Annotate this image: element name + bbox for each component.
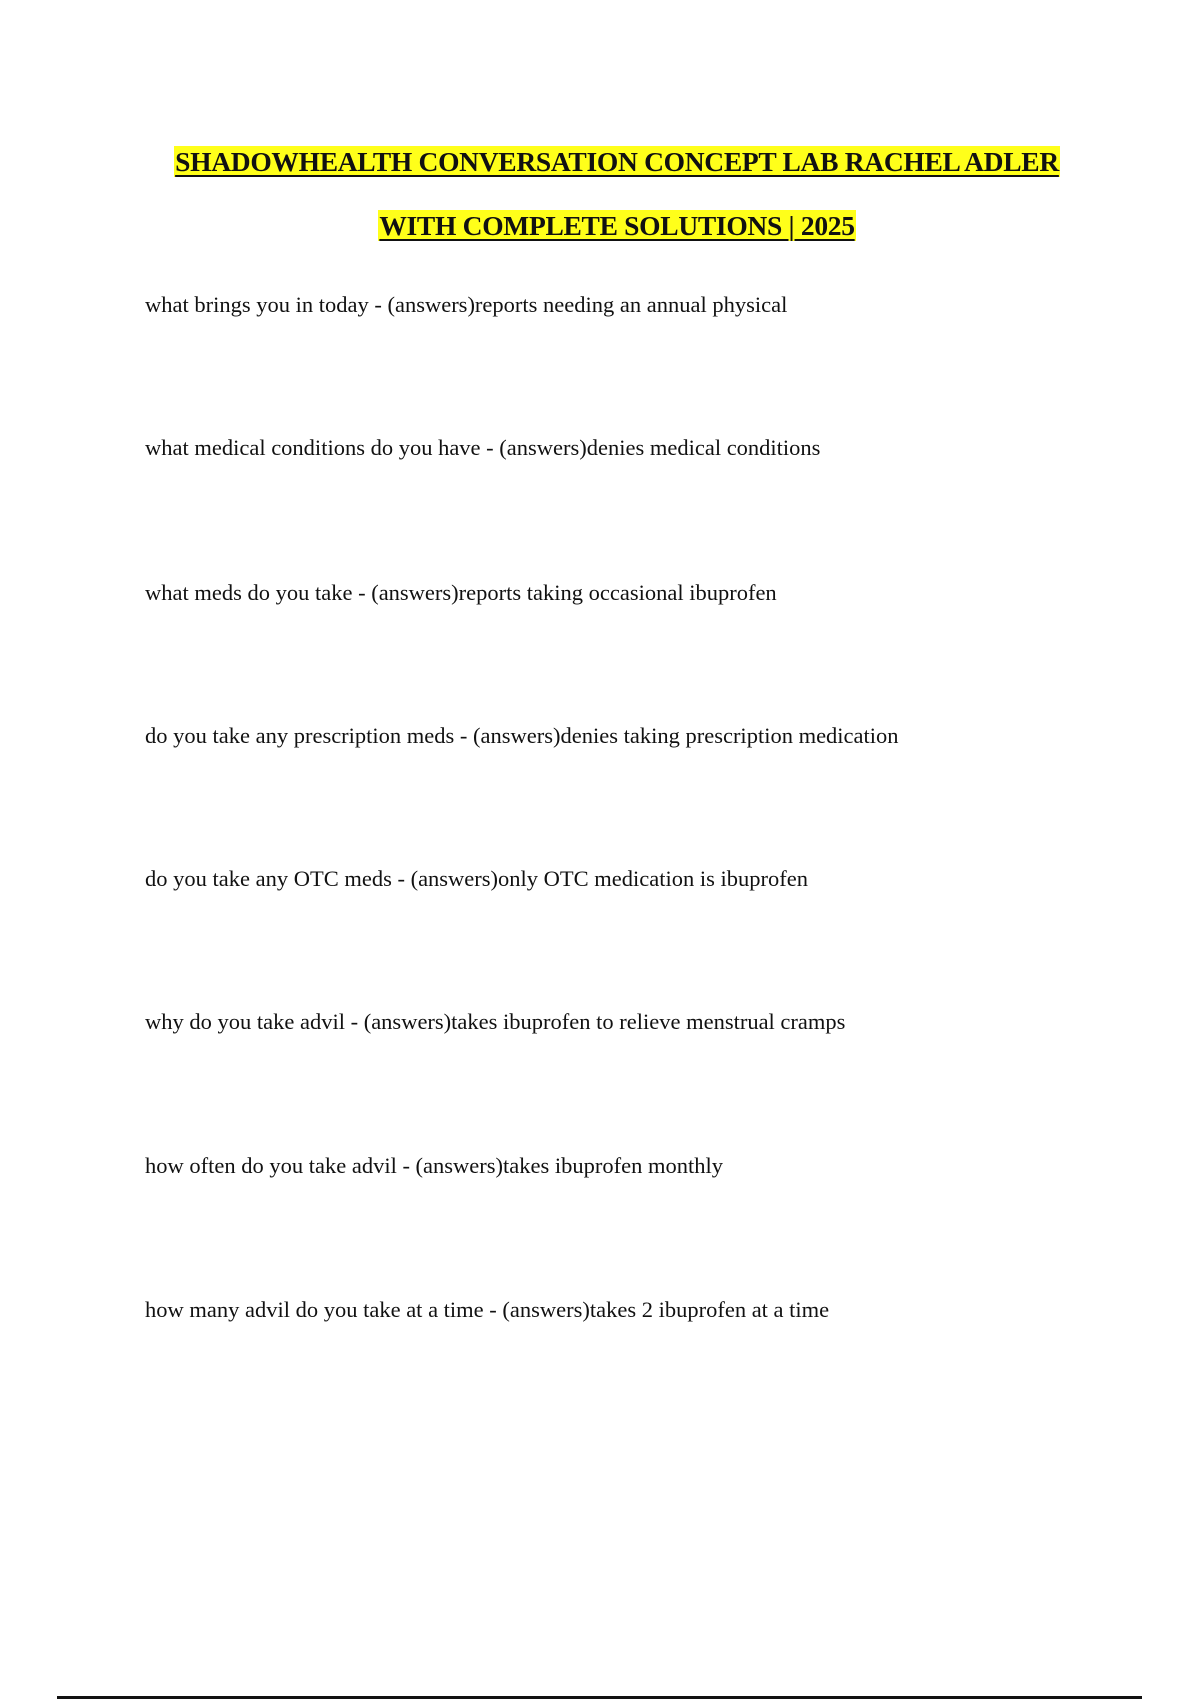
page-bottom-rule: [57, 1696, 1142, 1699]
qa-item: what brings you in today - (answers)reports needing an annual physical: [145, 292, 788, 317]
document-title-line-2: [34, 210, 1200, 242]
qa-item: do you take any prescription meds - (answers)denies taking prescription medication: [145, 723, 899, 748]
document-title-line-1: [34, 146, 1200, 178]
qa-item: how often do you take advil - (answers)takes ibuprofen monthly: [145, 1153, 723, 1178]
qa-item: do you take any OTC meds - (answers)only OTC medication is ibuprofen: [145, 866, 808, 891]
qa-item: why do you take advil - (answers)takes ibuprofen to relieve menstrual cramps: [145, 1009, 846, 1034]
title-highlight-1: SHADOWHEALTH CONVERSATION CONCEPT LAB RACHEL ADLER: [175, 146, 1059, 177]
qa-item: what meds do you take - (answers)reports taking occasional ibuprofen: [145, 580, 777, 605]
title-highlight-2: WITH COMPLETE SOLUTIONS | 2025: [379, 210, 855, 241]
qa-item: what medical conditions do you have - (answers)denies medical conditions: [145, 435, 821, 460]
qa-item: how many advil do you take at a time - (answers)takes 2 ibuprofen at a time: [145, 1297, 830, 1322]
